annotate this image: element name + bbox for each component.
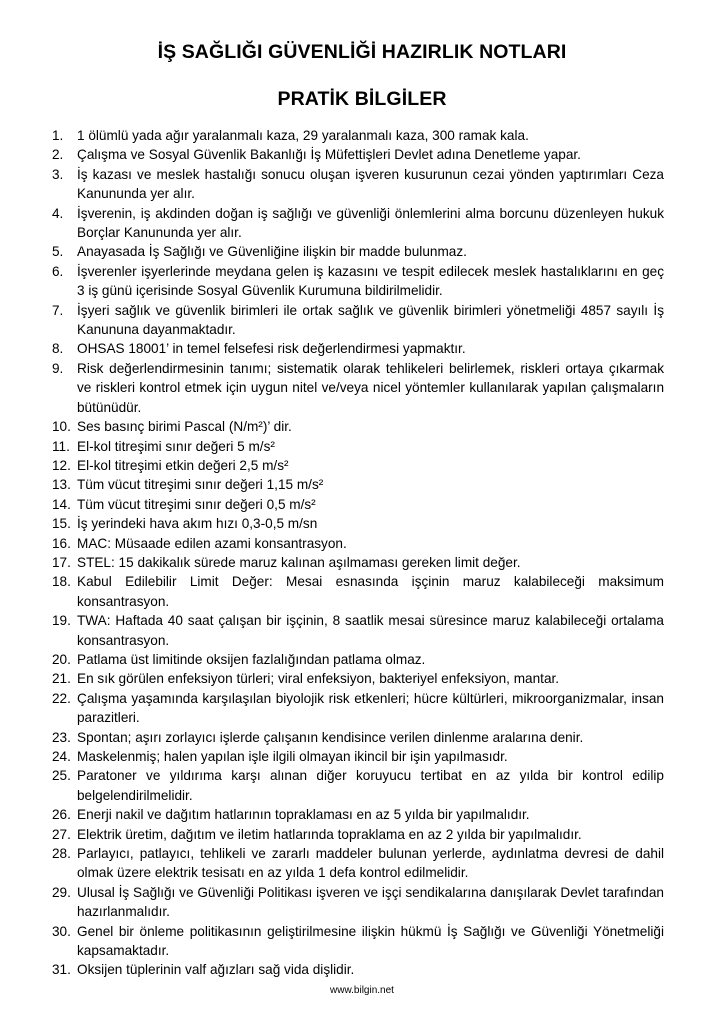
list-item-number: 13.	[52, 477, 71, 493]
list-item-number: 6.	[52, 263, 64, 279]
list-item-text: Tüm vücut titreşimi sınır değeri 0,5 m/s²	[77, 496, 316, 512]
list-item	[52, 339, 664, 358]
list-item-number: 27.	[52, 826, 71, 842]
list-item	[52, 126, 664, 145]
list-item-number: 28.	[52, 846, 71, 862]
list-item	[52, 514, 664, 533]
list-item-text: Spontan; aşırı zorlayıcı işlerde çalışanın kendisince verilen dinlenme aralarına denir.	[77, 729, 584, 745]
list-item-text: 1 ölümlü yada ağır yaralanmalı kaza, 29 yaralanmalı kaza, 300 ramak kala.	[77, 128, 529, 143]
list-item-text: El-kol titreşimi sınır değeri 5 m/s²	[77, 438, 275, 454]
list-item	[52, 825, 664, 844]
list-item	[52, 456, 664, 475]
list-item-text: Ses basınç birimi Pascal (N/m²)’ dir.	[77, 419, 292, 435]
list-item-number: 18.	[52, 574, 71, 590]
list-item-text: Ulusal İş Sağlığı ve Güvenliği Politikası işveren ve işçi sendikalarına danışılarak Devlet tarafından hazırlanmalıdır.	[77, 884, 664, 920]
list-item	[52, 572, 664, 611]
list-item-number: 24.	[52, 749, 71, 764]
list-item-number: 31.	[52, 962, 71, 978]
list-item	[52, 960, 664, 979]
list-item-number: 16.	[52, 535, 71, 551]
list-item-number: 22.	[52, 690, 71, 706]
list-item-text: İşverenler işyerlerinde meydana gelen iş kazasını ve tespit edilecek meslek hastalıklarını en geç 3 iş günü içerisinde Sosyal Güvenlik Kurumuna bildirilmelidir.	[77, 263, 664, 299]
list-item	[52, 359, 664, 417]
list-item-text: El-kol titreşimi etkin değeri 2,5 m/s²	[77, 457, 289, 473]
list-item	[52, 689, 664, 728]
list-item-number: 1.	[52, 128, 64, 143]
list-item	[52, 611, 664, 650]
list-item-text: Kabul Edilebilir Limit Değer: Mesai esnasında işçinin maruz kalabileceği maksimum konsantrasyon.	[77, 574, 664, 609]
list-item-number: 8.	[52, 341, 64, 357]
list-item-text: Parlayıcı, patlayıcı, tehlikeli ve zararlı maddeler bulunan yerlerde, aydınlatma devresi de dahil olmak üzere elektrik tesisatı en az yılda 1 defa kontrol edilmelidir.	[77, 846, 664, 881]
list-item-text: Genel bir önleme politikasının geliştirilmesine ilişkin hükmü İş Sağlığı ve Güvenliği Yönetmeliği kapsamaktadır.	[77, 923, 664, 959]
list-item	[52, 475, 664, 494]
list-item-text: İşverenin, iş akdinden doğan iş sağlığı ve güvenliği önlemlerini alma borcunu düzenleyen hukuk Borçlar Kanununda yer alır.	[77, 205, 664, 241]
list-item-text: Patlama üst limitinde oksijen fazlalığından patlama olmaz.	[77, 651, 426, 667]
list-item-text: TWA: Haftada 40 saat çalışan bir işçinin, 8 saatlik mesai süresince maruz kalabileceği ortalama konsantrasyon.	[77, 613, 664, 648]
list-item-text: OHSAS 18001’ in temel felsefesi risk değerlendirmesi yapmaktır.	[77, 341, 466, 357]
list-item	[52, 145, 664, 164]
list-item-number: 9.	[52, 360, 64, 376]
list-item	[52, 650, 664, 669]
list-item-number: 14.	[52, 496, 71, 512]
page-title: İŞ SAĞLIĞI GÜVENLİĞİ HAZIRLIK NOTLARI	[157, 41, 567, 63]
list-item-text: Paratoner ve yıldırıma karşı alınan diğer koruyucu tertibat en az yılda bir kontrol edilip belgelendirilmelidir.	[77, 768, 664, 803]
list-item-number: 12.	[52, 457, 71, 473]
list-item	[52, 883, 664, 922]
list-item-number: 26.	[52, 807, 71, 823]
list-item	[52, 204, 664, 243]
list-item-number: 21.	[52, 671, 71, 687]
list-item-number: 4.	[52, 205, 64, 221]
list-item-number: 23.	[52, 729, 71, 745]
list-item-number: 19.	[52, 613, 71, 629]
list-item	[52, 553, 664, 572]
list-item-text: Oksijen tüplerinin valf ağızları sağ vida dişlidir.	[77, 962, 355, 978]
list-item-number: 17.	[52, 554, 71, 570]
list-item	[52, 495, 664, 514]
page-subtitle: PRATİK BİLGİLER	[277, 88, 447, 110]
list-item-text: Çalışma yaşamında karşılaşılan biyolojik risk etkenleri; hücre kültürleri, mikroorganizmalar, insan parazitleri.	[77, 690, 664, 726]
list-item	[52, 669, 664, 688]
list-item	[52, 922, 664, 961]
footer-website: www.bilgin.net	[330, 985, 394, 996]
list-item-text: Elektrik üretim, dağıtım ve iletim hatlarında topraklama en az 2 yılda bir yapılmalıdır.	[77, 826, 582, 842]
list-item-text: İş yerindeki hava akım hızı 0,3-0,5 m/sn	[77, 516, 318, 532]
list-item-number: 20.	[52, 651, 71, 667]
list-item-text: MAC: Müsaade edilen azami konsantrasyon.	[77, 535, 347, 551]
list-item-number: 3.	[52, 166, 64, 182]
list-item-number: 30.	[52, 923, 71, 939]
list-item-text: Tüm vücut titreşimi sınır değeri 1,15 m/s²	[77, 477, 324, 493]
list-item-number: 15.	[52, 516, 71, 532]
list-item	[52, 242, 664, 261]
list-item	[52, 747, 664, 766]
list-item	[52, 805, 664, 824]
list-item-text: İşyeri sağlık ve güvenlik birimleri ile ortak sağlık ve güvenlik birimleri yönetmeliği 4857 sayılı İş Kanununa dayanmaktadır.	[77, 302, 664, 338]
list-item-number: 2.	[52, 147, 64, 163]
list-item-text: STEL: 15 dakikalık sürede maruz kalınan aşılmaması gereken limit değer.	[77, 554, 521, 570]
list-item-text: Risk değerlendirmesinin tanımı; sistematik olarak tehlikeleri belirlemek, riskleri ortaya çıkarmak ve riskleri kontrol etmek için uygun nitel ve/veya nicel yöntemler kullanılarak yapılan çalışmaların bütünüdür.	[77, 360, 664, 415]
list-item	[52, 165, 664, 204]
list-item-text: Enerji nakil ve dağıtım hatlarının topraklaması en az 5 yılda bir yapılmalıdır.	[77, 807, 530, 823]
list-item	[52, 417, 664, 436]
list-item-number: 10.	[52, 419, 71, 435]
list-item-text: Maskelenmiş; halen yapılan işle ilgili olmayan ikincil bir işin yapılmasıdr.	[77, 749, 508, 764]
list-item-number: 25.	[52, 768, 71, 784]
list-item-text: İş kazası ve meslek hastalığı sonucu oluşan işveren kusurunun cezai yönden yaptırımları Ceza Kanununda yer alır.	[77, 166, 664, 202]
list-item-number: 11.	[52, 438, 70, 454]
list-item-number: 29.	[52, 884, 71, 900]
list-item-text: Anayasada İş Sağlığı ve Güvenliğine ilişkin bir madde bulunmaz.	[77, 244, 467, 260]
list-item	[52, 262, 664, 301]
list-item-text: Çalışma ve Sosyal Güvenlik Bakanlığı İş Müfettişleri Devlet adına Denetleme yapar.	[77, 147, 581, 163]
list-item-number: 5.	[52, 244, 64, 260]
list-item	[52, 844, 664, 883]
list-item	[52, 766, 664, 805]
list-item-number: 7.	[52, 302, 64, 318]
list-item	[52, 534, 664, 553]
list-item	[52, 301, 664, 340]
notes-list	[52, 126, 664, 980]
list-item-text: En sık görülen enfeksiyon türleri; viral enfeksiyon, bakteriyel enfeksiyon, mantar.	[77, 671, 560, 687]
list-item	[52, 728, 664, 747]
list-item	[52, 437, 664, 456]
